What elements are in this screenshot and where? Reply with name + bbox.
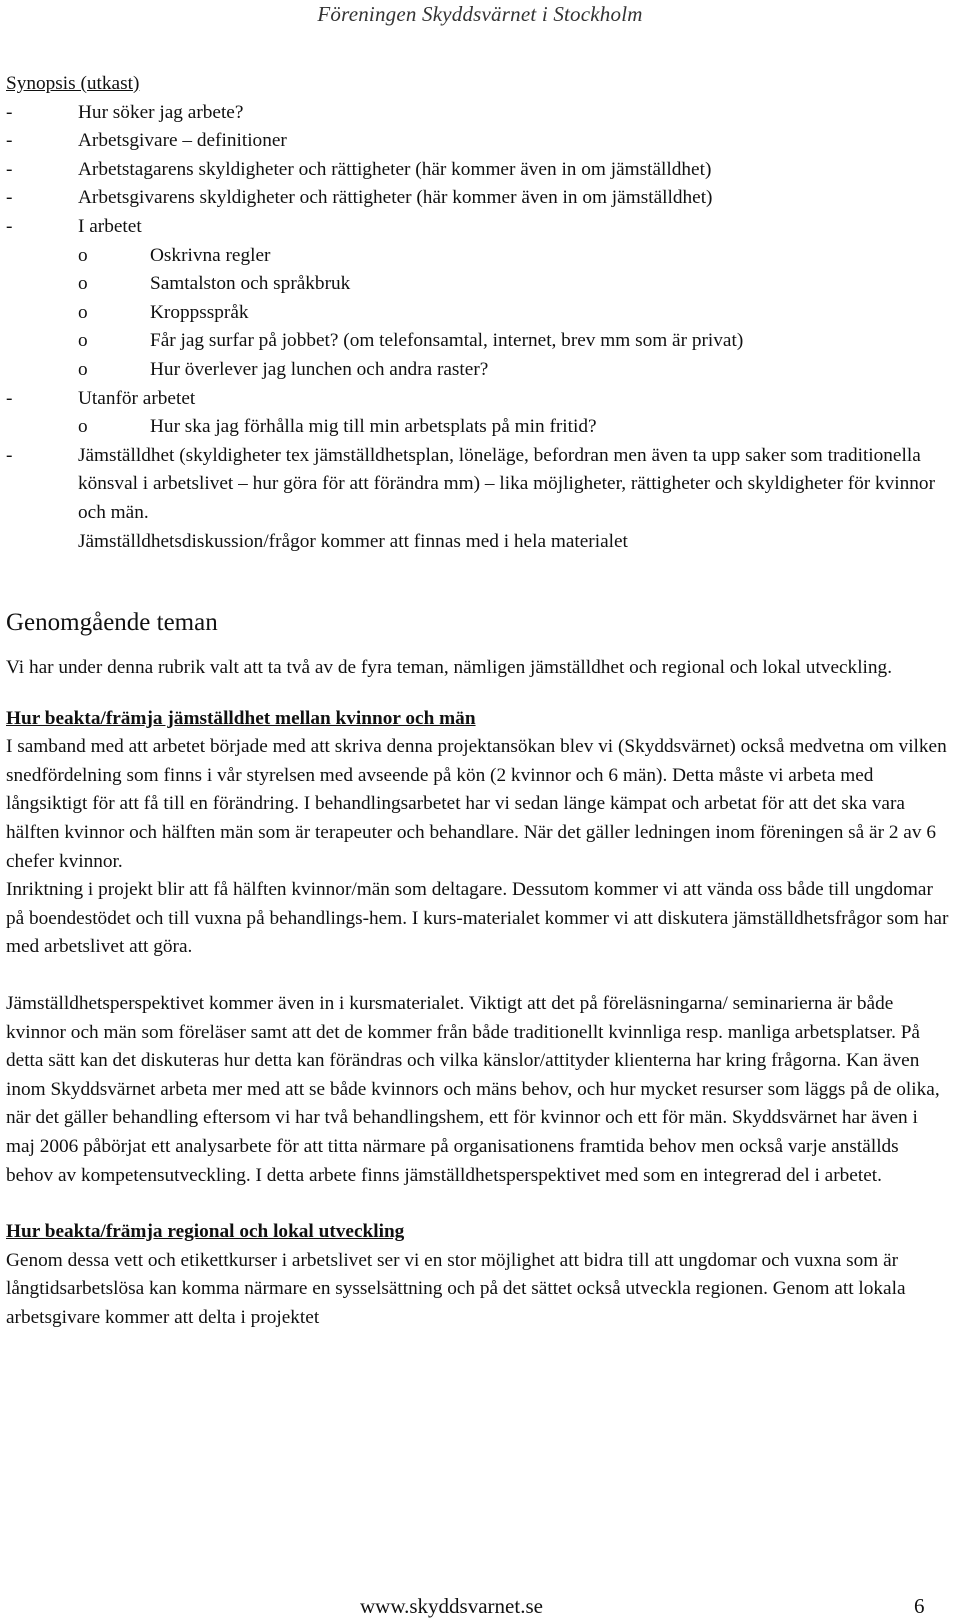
circle-bullet: o <box>78 301 88 323</box>
sublist-item: o Hur överlever jag lunchen och andra raster? <box>6 356 950 385</box>
running-header: Föreningen Skyddsvärnet i Stockholm <box>317 2 643 26</box>
dash-bullet: - <box>6 101 13 123</box>
list-item: - I arbetet <box>6 213 950 242</box>
list-item: - Hur söker jag arbete? <box>6 99 950 128</box>
synopsis-list <box>6 99 950 242</box>
followup-note: Jämställdhetsdiskussion/frågor kommer att finnas med i hela materialet <box>78 530 628 552</box>
section-heading-teman: Genomgående teman <box>6 609 218 637</box>
document-body <box>6 70 950 1333</box>
dash-bullet: - <box>6 444 13 466</box>
utanfor-sublist <box>6 413 950 442</box>
paragraph: Jämställdhetsperspektivet kommer även in i kursmaterialet. Viktigt att det på föreläsningarna/ seminarierna är både kvinnor och män som föreläser samt att det de kommer från både traditionellt kvinnliga resp. manliga arbetsplatser. På detta sätt kan det diskuteras hur detta kan förändras och vilka känslor/attityder klienterna har kring frågorna. Kan även inom Skyddsvärnet arbeta mer med att se både kvinnors och mäns behov, och hur mycket resurser som läggs på de olika, när det gäller behandling eftersom vi har två behandlingshem, ett för kvinnor och ett för män. Skyddsvärnet har även i maj 2006 påbörjat ett analysarbete för att titta närmare på organisationens framtida behov men också varje anställds behov av kompetensutveckling. I detta arbete finns jämställdhetsperspektivet med som en integrerad del i arbetet. <box>6 993 940 1186</box>
paragraph: Inriktning i projekt blir att få hälften kvinnor/män som deltagare. Dessutom kommer vi att vända oss både till ungdomar på boendestödet och till vuxna på behandlings-hem. I kurs-materialet kommer vi att diskutera jämställdhetsfrågor som har med arbetslivet att göra. <box>6 879 949 958</box>
themes-intro: Vi har under denna rubrik valt att ta två av de fyra teman, nämligen jämställdhet och regional och lokal utveckling. <box>6 657 893 679</box>
sublist-item: o Kroppsspråk <box>6 299 950 328</box>
dash-bullet: - <box>6 158 13 180</box>
list-item: - Utanför arbetet <box>6 385 950 414</box>
dash-bullet: - <box>6 130 13 152</box>
sublist-item: o Samtalston och språkbruk <box>6 270 950 299</box>
jamstalldhet-list <box>6 442 950 528</box>
list-item: - Arbetsgivarens skyldigheter och rättigheter (här kommer även in om jämställdhet) <box>6 184 950 213</box>
sublist-item: o Hur ska jag förhålla mig till min arbetsplats på min fritid? <box>6 413 950 442</box>
circle-bullet: o <box>78 244 88 266</box>
list-item: - Arbetsgivare – definitioner <box>6 127 950 156</box>
circle-bullet: o <box>78 330 88 352</box>
dash-bullet: - <box>6 187 13 209</box>
subheading-jamstalldhet: Hur beakta/främja jämställdhet mellan kvinnor och män <box>6 707 476 729</box>
dash-bullet: - <box>6 215 13 237</box>
footer-website-link[interactable]: www.skyddsvarnet.se <box>360 1594 543 1618</box>
list-item: - Arbetstagarens skyldigheter och rättigheter (här kommer även in om jämställdhet) <box>6 156 950 185</box>
dash-bullet: - <box>6 387 13 409</box>
synopsis-title: Synopsis (utkast) <box>6 73 140 94</box>
list-item: - Jämställdhet (skyldigheter tex jämställdhetsplan, löneläge, befordran men även ta upp saker som traditionella könsval i arbetslivet – hur göra för att förändra mm) – lika möjligheter, rättigheter och skyldigheter för kvinnor och män. <box>6 442 950 528</box>
paragraph: Genom dessa vett och etikettkurser i arbetslivet ser vi en stor möjlighet att bidra till att ungdomar och vuxna som är långtidsarbetslösa kan komma närmare en sysselsättning och på det sättet också utveckla regionen. Genom att lokala arbetsgivare kommer att delta i projektet <box>6 1249 906 1328</box>
paragraph: I samband med att arbetet började med att skriva denna projektansökan blev vi (Skyddsvärnet) också medvetna om vilken snedfördelning som finns i vår styrelsen med avseende på kön (2 kvinnor och 6 män). Detta måste vi arbeta med långsiktigt för att få till en förändring. I behandlingsarbetet har vi sedan länge kämpat och arbetat för att det ska vara hälften kvinnor och hälften män som är terapeuter och behandlare. När det gäller ledningen inom föreningen så är 2 av 6 chefer kvinnor. <box>6 736 947 872</box>
page-number: 6 <box>914 1594 925 1618</box>
i-arbetet-sublist <box>6 242 950 385</box>
circle-bullet: o <box>78 273 88 295</box>
circle-bullet: o <box>78 358 88 380</box>
subheading-regional: Hur beakta/främja regional och lokal utveckling <box>6 1221 405 1243</box>
circle-bullet: o <box>78 416 88 438</box>
utanfor-list <box>6 385 950 414</box>
sublist-item: o Oskrivna regler <box>6 242 950 271</box>
sublist-item: o Får jag surfar på jobbet? (om telefonsamtal, internet, brev mm som är privat) <box>6 327 950 356</box>
